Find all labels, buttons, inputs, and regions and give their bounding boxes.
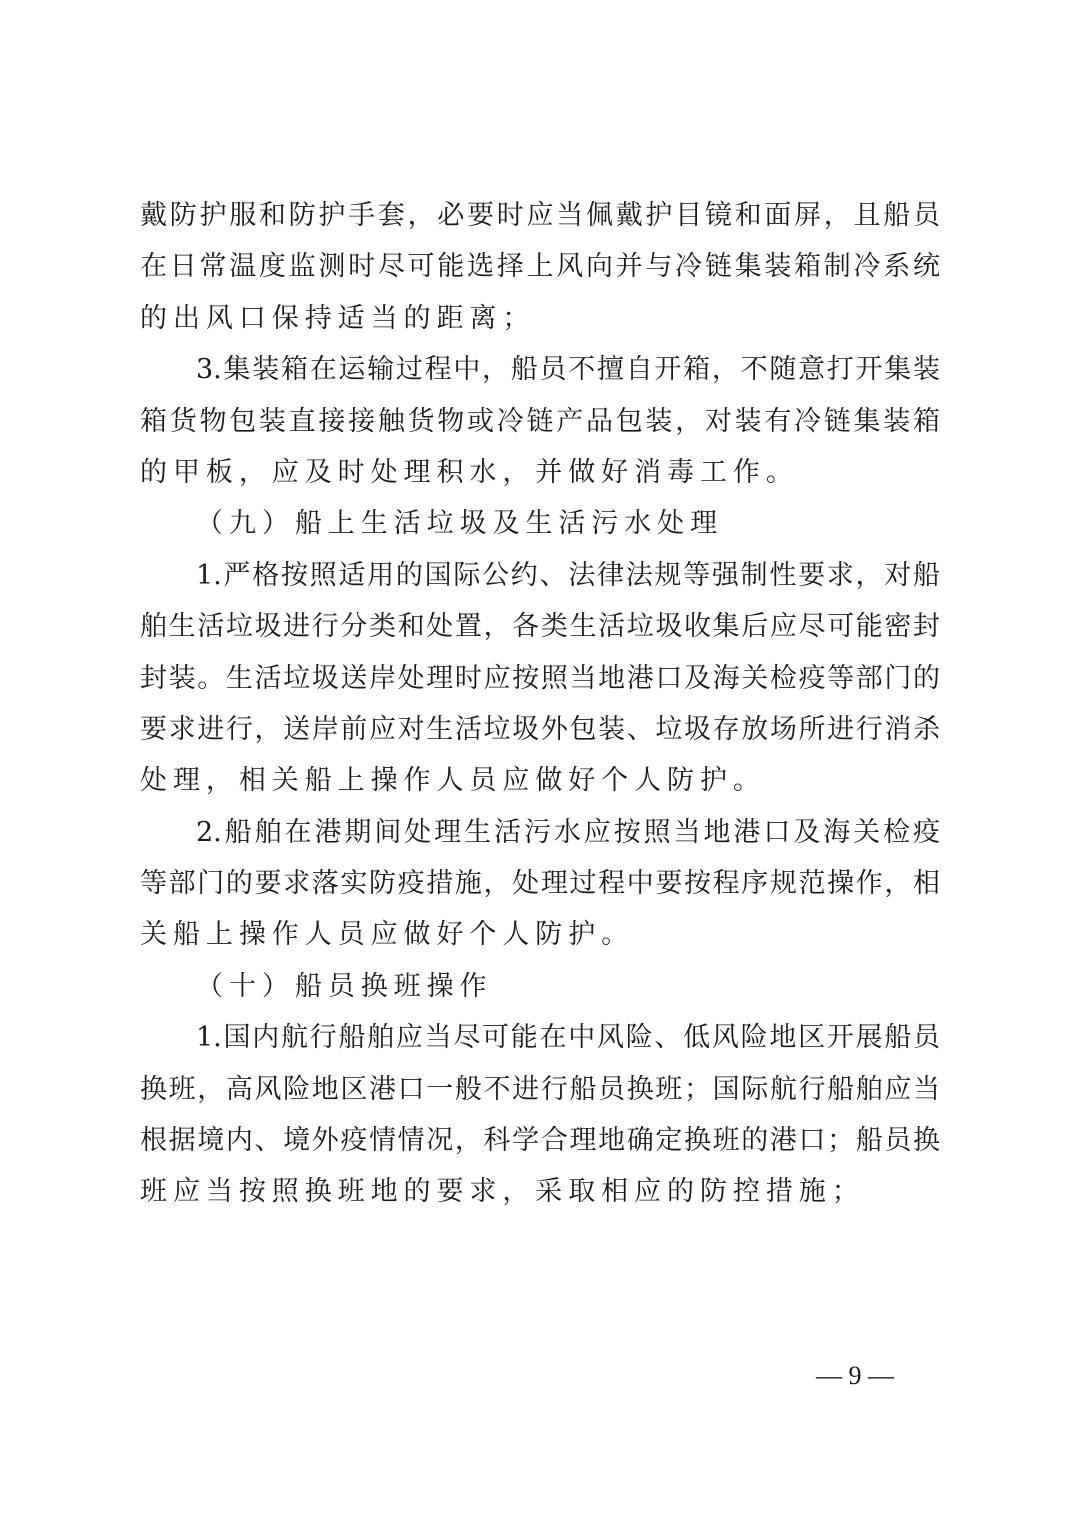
paragraph-first-line: 3.集装箱在运输过程中，船员不擅自开箱，不随意打开集装: [196, 354, 940, 386]
paragraph-first-line: 2.船舶在港期间处理生活污水应按照当地港口及海关检疫: [196, 816, 940, 848]
text-line: 的甲板，应及时处理积水，并做好消毒工作。: [140, 456, 799, 488]
text-line: 戴防护服和防护手套，必要时应当佩戴护目镜和面屏，且船员: [140, 200, 940, 231]
text-line: 要求进行，送岸前应对生活垃圾外包装、垃圾存放场所进行消杀: [140, 713, 940, 745]
text-line: 在日常温度监测时尽可能选择上风向并与冷链集装箱制冷系统: [140, 251, 940, 283]
text-line: 等部门的要求落实防疫措施，处理过程中要按程序规范操作，相: [140, 868, 940, 900]
text-line: 关船上操作人员应做好个人防护。: [140, 919, 635, 951]
body-text: [140, 190, 940, 1218]
text-line: 封装。生活垃圾送岸处理时应按照当地港口及海关检疫等部门的: [140, 662, 940, 694]
text-line: 舶生活垃圾进行分类和处置，各类生活垃圾收集后应尽可能密封: [140, 611, 940, 643]
text-line: 根据境内、境外疫情情况，科学合理地确定换班的港口；船员换: [140, 1125, 940, 1157]
text-line: 处理，相关船上操作人员应做好个人防护。: [140, 765, 766, 797]
text-line: 的出风口保持适当的距离；: [140, 302, 536, 334]
section-heading: （九）船上生活垃圾及生活污水处理: [196, 508, 724, 540]
section-heading: （十）船员换班操作: [196, 970, 493, 1002]
text-line: 箱货物包装直接接触货物或冷链产品包装，对装有冷链集装箱: [140, 405, 940, 437]
page-number: — 9 —: [816, 1361, 894, 1390]
paragraph-first-line: 1.严格按照适用的国际公约、法律法规等强制性要求，对船: [196, 559, 940, 591]
text-line: 班应当按照换班地的要求，采取相应的防控措施；: [140, 1176, 865, 1208]
text-line: 换班，高风险地区港口一般不进行船员换班；国际航行船舶应当: [140, 1073, 940, 1105]
paragraph-first-line: 1.国内航行船舶应当尽可能在中风险、低风险地区开展船员: [196, 1022, 940, 1054]
